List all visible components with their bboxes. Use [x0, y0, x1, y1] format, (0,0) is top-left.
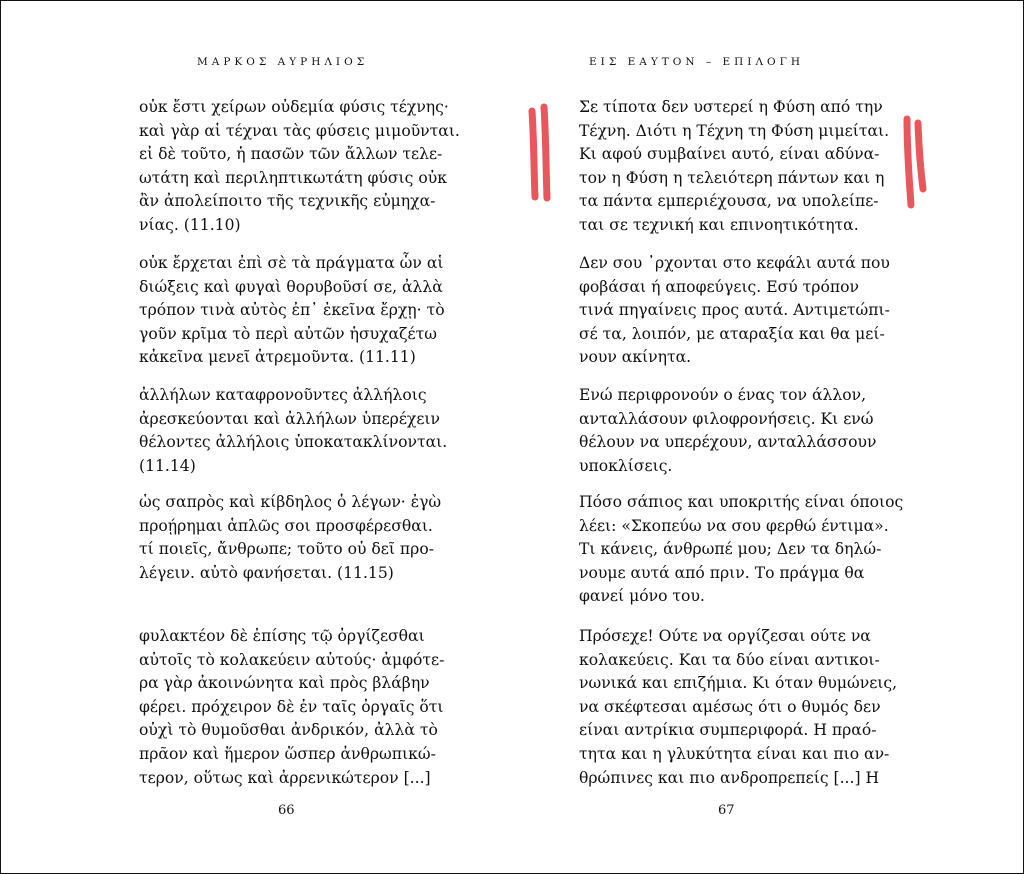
- margin-marker-left: [521, 101, 561, 205]
- marker-stroke: [544, 107, 547, 198]
- page-number-left: 66: [278, 803, 295, 818]
- left-running-head: ΜΑΡΚΟΣ ΑΥΡΗΛΙΟΣ: [197, 56, 369, 68]
- margin-marker-right: [897, 113, 939, 211]
- marker-stroke: [532, 111, 535, 197]
- modern-paragraph-2: Δεν σου ᾽ρχονται στο κεφάλι αυτά που φοβάσαι ή αποφεύγεις. Εσύ τρόπον τινά πηγαίνεις προς αυτά. Αντιμετώπι- σέ τα, λοιπόν, με αταραξία και θα μεί- νουν ακίνητα.: [579, 254, 890, 367]
- modern-paragraph-1: Σε τίποτα δεν υστερεί η Φύση από την Τέχνη. Διότι η Τέχνη τη Φύση μιμείται. Κι αφού συμβαίνει αυτό, είναι αδύνα- τον η Φύση η τελειότερη πάντων και η τα πάντα εμπεριέχουσα, να υπολείπε- ται σε τεχνική και επινοητικότητα.: [579, 98, 890, 234]
- modern-paragraph-4: Πόσο σάπιος και υποκριτής είναι όποιος λέει: «Σκοπεύω να σου φερθώ έντιμα». Τι κάνεις, άνθρωπέ μου; Δεν τα δηλώ- νουμε αυτά από πριν. Το πράγμα θα φανεί μόνο του.: [579, 493, 904, 606]
- greek-paragraph-4: ὡς σαπρὸς καὶ κίβδηλος ὁ λέγων· ἐγὼ προῄρημαι ἁπλῶς σοι προσφέρεσθαι. τί ποιεῖς, ἄνθρωπε; τοῦτο οὐ δεῖ προ- λέγειν. αὐτὸ φανήσεται. (11.15): [139, 493, 442, 582]
- greek-paragraph-3: ἀλλήλων καταφρονοῦντες ἀλλήλοις ἀρεσκεύονται καὶ ἀλλήλων ὑπερέχειν θέλοντες ἀλλήλοις ὑποκατακλίνονται. (11.14): [139, 386, 448, 475]
- marker-stroke: [907, 119, 911, 205]
- modern-paragraph-3: Ενώ περιφρονούν ο ένας τον άλλον, ανταλλάσουν φιλοφρονήσεις. Κι ενώ θέλουν να υπερέχουν, ανταλλάσσουν υποκλίσεις.: [579, 386, 877, 475]
- greek-paragraph-1: οὐκ ἔστι χείρων οὐδεμία φύσις τέχνης· καὶ γὰρ αἱ τέχναι τὰς φύσεις μιμοῦνται. εἰ δὲ τοῦτο, ἡ πασῶν τῶν ἄλλων τελε- ωτάτη καὶ περιληπτικωτάτη φύσις οὐκ ἂν ἀπολείποιτο τῆς τεχνικῆς εὐμηχα- νίας. (11.10): [139, 98, 460, 234]
- right-running-head: ΕΙΣ ΕΑΥΤΟΝ – ΕΠΙΛΟΓΗ: [589, 56, 805, 68]
- greek-paragraph-2: οὐκ ἔρχεται ἐπὶ σὲ τὰ πράγματα ὧν αἱ διώξεις καὶ φυγαὶ θορυβοῦσί σε, ἀλλὰ τρόπον τινὰ αὐτὸς ἐπ᾽ ἐκεῖνα ἔρχῃ· τὸ γοῦν κρῖμα τὸ περὶ αὐτῶν ἡσυχαζέτω κἀκεῖνα μενεῖ ἀτρεμοῦντα. (11.11): [139, 254, 445, 367]
- modern-paragraph-5: Πρόσεχε! Ούτε να οργίζεσαι ούτε να κολακεύεις. Και τα δύο είναι αντικοι- νωνικά και επιζήμια. Κι όταν θυμώνεις, να σκέφτεσαι αμέσως ότι ο θυμός δεν είναι αντρίκια συμπεριφορά. Η πραό- τητα και η γλυκύτητα είναι και πιο αν- θρώπινες και πιο ανδροπρεπείς [...] Η: [579, 627, 898, 787]
- greek-paragraph-5: φυλακτέον δὲ ἐπίσης τῷ ὀργίζεσθαι αὐτοῖς τὸ κολακεύειν αὐτούς· ἀμφότε- ρα γὰρ ἀκοινώνητα καὶ πρὸς βλάβην φέρει. πρόχειρον δὲ ἐν ταῖς ὀργαῖς ὅτι οὐχὶ τὸ θυμοῦσθαι ἀνδρικόν, ἀλλὰ τὸ πρᾶον καὶ ἥμερον ὥσπερ ἀνθρωπικώ- τερον, οὕτως καὶ ἀρρενικώτερον [...]: [139, 627, 445, 787]
- marker-stroke: [918, 123, 923, 189]
- page-number-right: 67: [718, 803, 735, 818]
